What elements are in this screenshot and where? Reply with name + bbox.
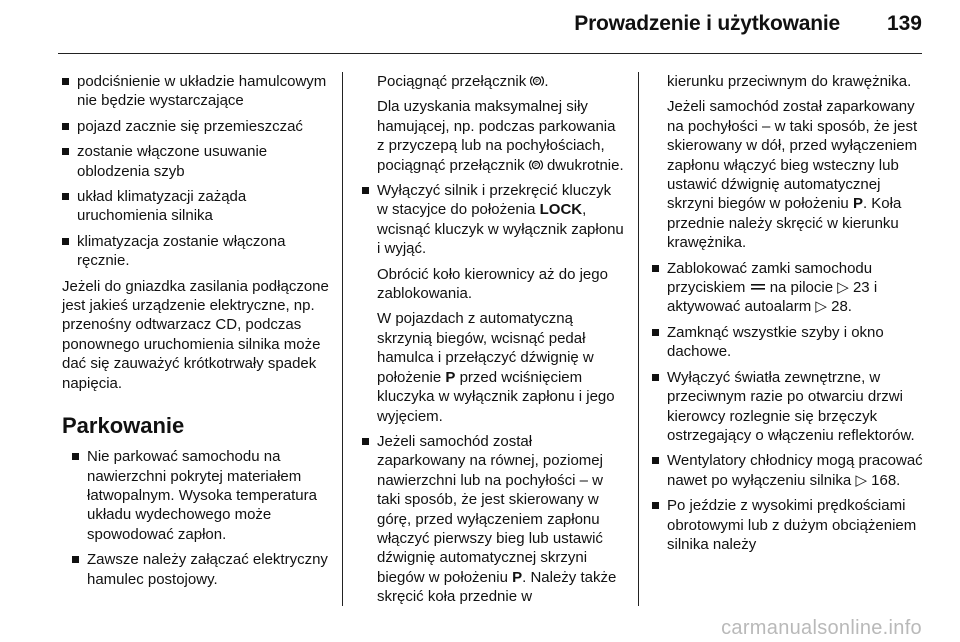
column-divider-1 — [342, 72, 343, 606]
page-reference-icon: ▷ — [837, 279, 849, 297]
page-reference-icon: ▷ — [855, 471, 867, 489]
paragraph: kierunku przeciwnym do krawężnika. — [667, 73, 912, 90]
list-item: Zablokować zamki samochodu przyciskiem na pilocie ▷ 23 i aktywować autoalarm ▷ 28. — [652, 259, 926, 317]
parking-brake-icon — [529, 157, 543, 174]
list-item: zostanie włączone usuwanie oblodzenia szyb — [62, 142, 330, 181]
list-item: Po jeździe z wysokimi prędkościami obrotowymi lub z dużym obciążeniem silnika należy — [652, 496, 926, 554]
list-item: Jeżeli samochód został zaparkowany na równej, poziomej nawierzchni lub na pochyłości – w taki sposób, że jest skierowany w górę, przed wyłączeniem zapłonu włączyć pierwszy bieg lub ustawić dźwignię automatycznej skrzyni biegów w położeniu P. Należy także skręcić koła przednie w — [362, 432, 624, 607]
column-1 — [62, 72, 330, 595]
list-item: Wentylatory chłodnicy mogą pracować nawet po wyłączeniu silnika ▷ 168. — [652, 451, 926, 490]
page-title: Prowadzenie i użytkowanie — [574, 12, 840, 35]
watermark: carmanualsonline.info — [721, 617, 922, 639]
list-item: pojazd zacznie się przemieszczać — [62, 117, 330, 136]
list-item: podciśnienie w układzie hamulcowym nie będzie wystarczające — [62, 72, 330, 111]
page-header — [0, 0, 960, 54]
paragraph: Obrócić koło kierownicy aż do jego zablokowania. — [377, 265, 608, 303]
list-item: układ klimatyzacji zażąda uruchomienia silnika — [62, 187, 330, 226]
column-divider-2 — [638, 72, 639, 606]
list-item: klimatyzacja zostanie włączona ręcznie. — [62, 232, 330, 271]
section-heading: Parkowanie — [62, 413, 185, 439]
list-item: Wyłączyć światła zewnętrzne, w przeciwnym razie po otwarciu drzwi kierowcy rozlegnie się brzęczyk ostrzegający o włączeniu reflektorów. — [652, 368, 926, 446]
list-item: Zawsze należy załączać elektryczny hamulec postojowy. — [72, 550, 330, 589]
paragraph: Jeżeli do gniazdka zasilania podłączone jest jakieś urządzenie elektryczne, np. przenośny odtwarzacz CD, podczas ponownego uruchomienia silnika może dać się zauważyć krótkotrwały spadek napięcia. — [62, 277, 329, 392]
paragraph: Jeżeli samochód został zaparkowany na pochyłości – w taki sposób, że jest skierowany w dół, przed wyłączeniem zapłonu włączyć bieg wsteczny lub ustawić dźwignię automatycznej skrzyni biegów w położeniu P. Koła przednie należy skręcić w kierunku krawężnika. — [667, 98, 918, 252]
column-3 — [652, 72, 926, 560]
header-divider — [58, 53, 922, 54]
column-2 — [362, 72, 624, 613]
list-item: Wyłączyć silnik i przekręcić kluczyk w stacyjce do położenia LOCK, wcisnąć kluczyk w wyłącznik zapłonu i wyjąć. — [362, 181, 624, 259]
page-reference-icon: ▷ — [815, 298, 827, 316]
list-item: Nie parkować samochodu na nawierzchni pokrytej materiałem łatwopalnym. Wysoka temperatura układu wydechowego może spowodować zapłon. — [72, 447, 330, 544]
svg-text:P: P — [534, 162, 538, 169]
page-number: 139 — [886, 12, 922, 35]
paragraph: Pociągnąć przełącznik P . — [377, 73, 549, 90]
parking-brake-icon — [530, 73, 544, 90]
list-item: Zamknąć wszystkie szyby i okno dachowe. — [652, 323, 926, 362]
paragraph: Dla uzyskania maksymalnej siły hamującej, np. podczas parkowania z przyczepą lub na pochyłościach, pociągnąć przełącznik P dwukrotnie. — [377, 98, 624, 174]
svg-text:P: P — [535, 79, 540, 85]
lock-button-icon — [750, 279, 766, 296]
paragraph: W pojazdach z automatyczną skrzynią biegów, wcisnąć pedał hamulca i przełączyć dźwignię w położenie P przed wciśnięciem kluczyka w wyłącznik zapłonu i jego wyjęciem. — [377, 310, 615, 425]
